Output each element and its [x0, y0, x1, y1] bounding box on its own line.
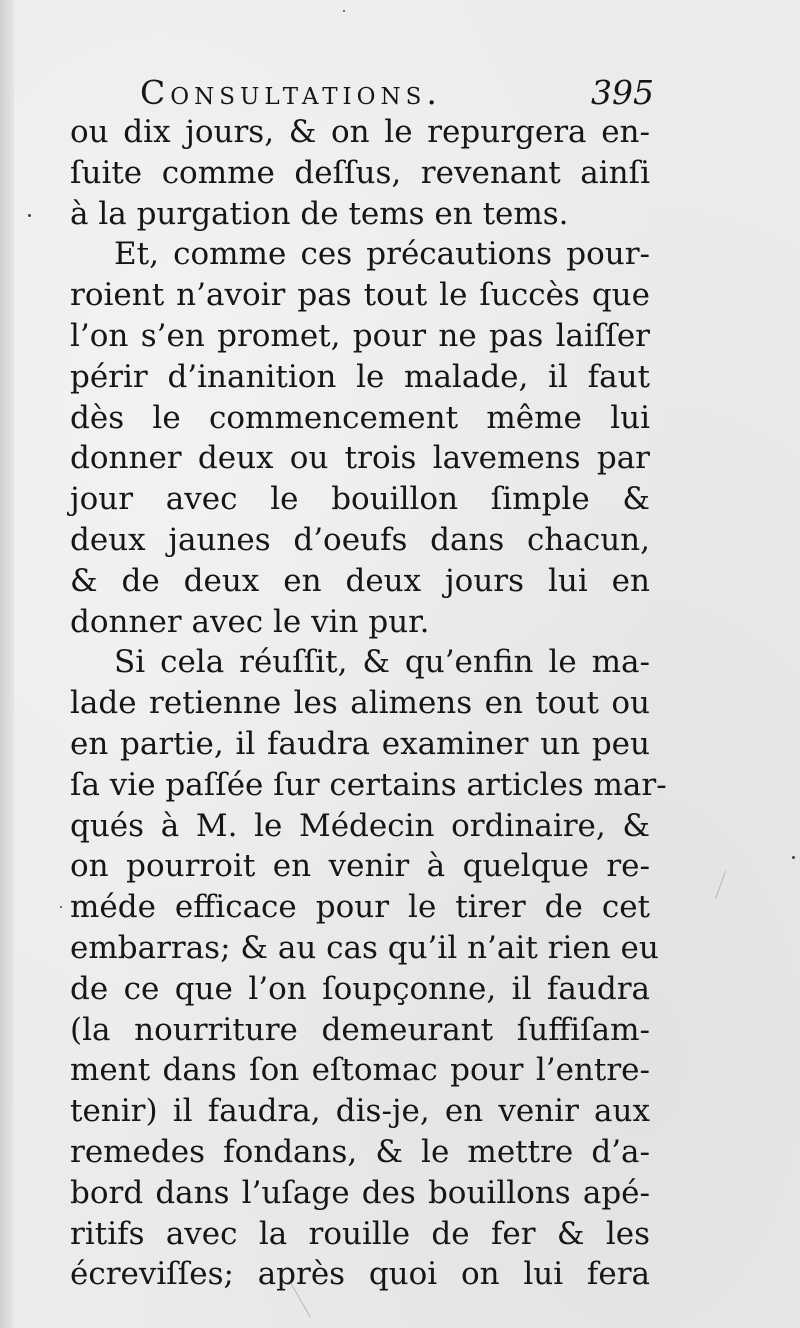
text-line: & de deux en deux jours lui en: [70, 562, 650, 599]
text-line: remedes fondans, & le mettre d’a-: [70, 1133, 650, 1170]
page-edge-shadow: [0, 0, 14, 1328]
text-line: tenir) il faudra, dis-je, en venir aux: [70, 1093, 650, 1130]
text-line: l’on s’en promet, pour ne pas laiſſer: [70, 317, 650, 354]
text-line: périr d’inanition le malade, il faut: [70, 358, 650, 395]
text-line: donner deux ou trois lavemens par: [70, 440, 650, 477]
text-line: dès le commencement même lui: [70, 399, 650, 436]
paper-speck: [792, 856, 795, 859]
text-line: jour avec le bouillon ſimple &: [70, 481, 650, 518]
page-number: 395: [591, 73, 654, 112]
text-line: méde efficace pour le tirer de cet: [70, 889, 650, 926]
text-line: Et, comme ces précautions pour-: [114, 236, 650, 273]
paper-speck: [28, 214, 31, 217]
text-line: bord dans l’uſage des bouillons apé-: [70, 1174, 650, 1211]
running-title: Consultations.: [140, 73, 442, 112]
body-text: [70, 112, 667, 1295]
text-line: qués à M. le Médecin ordinaire, &: [70, 807, 650, 844]
paper-speck: [343, 10, 345, 12]
text-line: ou dix jours, & on le repurgera en-: [70, 114, 650, 150]
text-line: ritifs avec la rouille de fer & les: [70, 1215, 650, 1252]
text-line: roient n’avoir pas tout le ſuccès que: [70, 277, 650, 314]
text-line: Si cela réuſſit, & qu’enfin le ma-: [114, 644, 650, 681]
text-line: de ce que l’on ſoupçonne, il faudra: [70, 970, 650, 1007]
text-line: on pourroit en venir à quelque re-: [70, 848, 650, 885]
text-line: embarras; & au cas qu’il n’ait rien eu: [70, 929, 659, 966]
text-line: en partie, il faudra examiner un peu: [70, 725, 650, 762]
paper-scratch: [715, 871, 726, 900]
page-header: [140, 70, 660, 116]
text-line: écreviſſes; après quoi on lui fera: [70, 1256, 650, 1293]
text-line: ſuite comme deſſus, revenant ainſi: [70, 154, 650, 191]
paper-speck: [60, 906, 62, 908]
text-line: (la nourriture demeurant ſuffiſam-: [70, 1011, 650, 1048]
text-line: ment dans ſon eſtomac pour l’entre-: [70, 1052, 650, 1089]
text-line: deux jaunes d’oeufs dans chacun,: [70, 521, 650, 558]
text-line: ſa vie paſſée ſur certains articles mar-: [70, 766, 667, 803]
text-line: donner avec le vin pur.: [70, 603, 430, 640]
text-line: à la purgation de tems en tems.: [70, 195, 569, 232]
text-line: lade retienne les alimens en tout ou: [70, 685, 650, 722]
